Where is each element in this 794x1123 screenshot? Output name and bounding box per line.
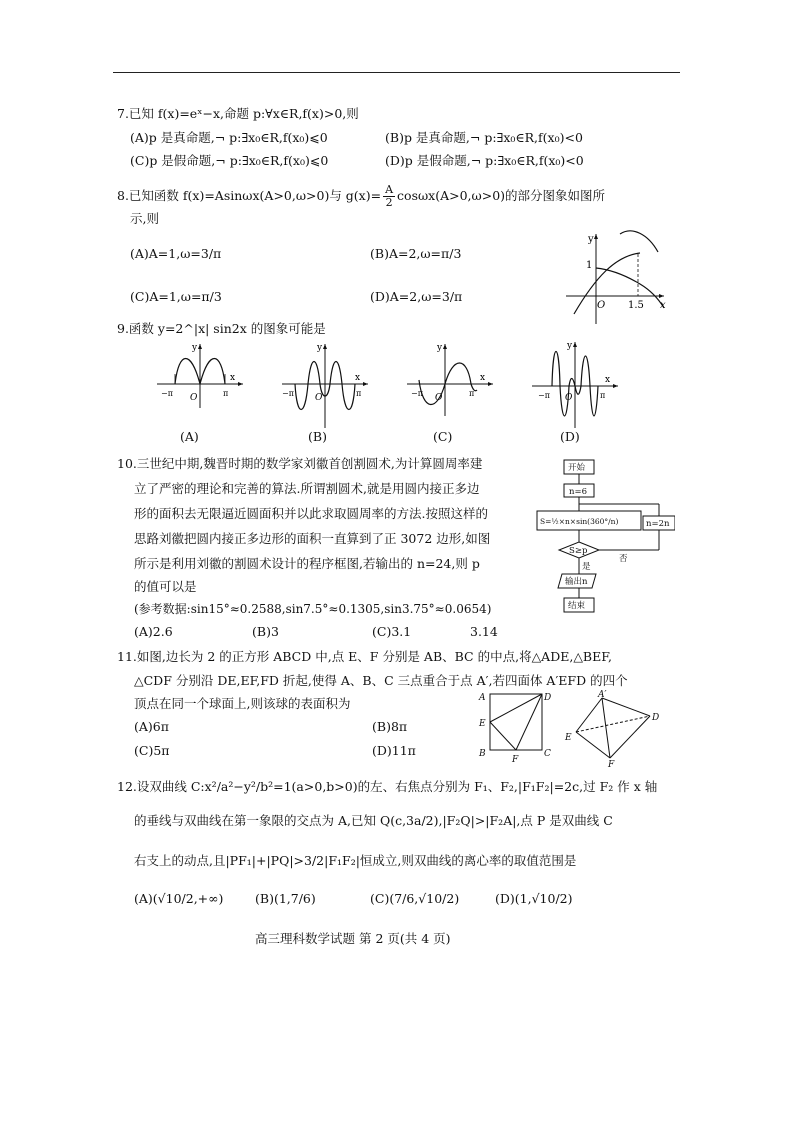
q9-d-negpi: −π	[538, 391, 550, 400]
flow-end: 结束	[568, 601, 586, 611]
q9-label-d: (D)	[560, 429, 580, 444]
q10-line4: 思路刘徽把圆内接正多边形的面积一直算到了正 3072 边形,如图	[134, 531, 491, 546]
flow-update: n=2n	[646, 519, 670, 529]
q9-b-x: x	[355, 373, 361, 383]
page-footer: 高三理科数学试题 第 2 页(共 4 页)	[255, 931, 451, 946]
q8-option-b: (B)A=2,ω=π/3	[370, 246, 462, 261]
flow-start: 开始	[568, 463, 586, 473]
sq-label-c: C	[544, 749, 551, 759]
flow-no: 否	[619, 554, 628, 564]
header-rule	[113, 72, 680, 73]
q12-option-b: (B)(1,7/6)	[255, 891, 316, 906]
tet-label-e: E	[565, 733, 572, 743]
tet-label-a: A′	[598, 690, 607, 700]
q11-option-d: (D)11π	[372, 743, 416, 758]
q11-option-b: (B)8π	[372, 719, 408, 734]
q11-square-figure	[476, 690, 556, 764]
q7-option-b: (B)p 是真命题,¬ p:∃x₀∈R,f(x₀)<0	[385, 130, 583, 145]
flow-output: 输出n	[565, 577, 588, 587]
q10-option-c: (C)3.1	[372, 624, 412, 639]
q9-c-o: O	[435, 393, 443, 403]
q8-label-y: y	[588, 234, 594, 245]
q9-c-negpi: −π	[411, 389, 423, 398]
q11-option-a: (A)6π	[134, 719, 169, 734]
q12-option-c: (C)(7/6,√10/2)	[370, 891, 460, 906]
sq-label-b: B	[479, 749, 486, 759]
q9-label-b: (B)	[308, 429, 327, 444]
q9-graph-a	[155, 340, 245, 410]
q7-stem: 7.已知 f(x)=eˣ−x,命题 p:∀x∈R,f(x)>0,则	[117, 106, 359, 121]
q9-b-pi: π	[356, 389, 362, 398]
q9-a-y: y	[192, 343, 198, 353]
q10-flowchart	[535, 458, 675, 616]
q12-line1: 12.设双曲线 C:x²/a²−y²/b²=1(a>0,b>0)的左、右焦点分别为 F₁、F₂,|F₁F₂|=2c,过 F₂ 作 x 轴	[117, 779, 658, 794]
flow-formula: S=½×n×sin(360°/n)	[540, 517, 619, 526]
tet-label-f: F	[608, 760, 615, 768]
q10-option-b: (B)3	[252, 624, 279, 639]
q9-b-o: O	[315, 393, 323, 403]
q9-d-x: x	[605, 375, 611, 385]
q9-graph-c	[405, 340, 495, 420]
q9-a-pi: π	[223, 389, 229, 398]
q8-label-one: 1	[586, 260, 593, 271]
flow-init: n=6	[569, 487, 588, 497]
q11-option-c: (C)5π	[134, 743, 170, 758]
q8-curve-top	[620, 231, 658, 252]
q10-line3: 形的面积去无限逼近圆面积并以此求取圆周率的方法.按照这样的	[134, 506, 488, 521]
q12-option-a: (A)(√10/2,+∞)	[134, 891, 224, 906]
q9-graph-b	[280, 340, 370, 430]
q8-label-tick: 1.5	[628, 300, 644, 311]
q9-stem: 9.函数 y=2^|x| sin2x 的图象可能是	[117, 321, 326, 336]
q8-fraction	[383, 184, 395, 209]
q8-stem-line2: 示,则	[130, 211, 159, 226]
q8-stem-part2: cosωx(A>0,ω>0)的部分图象如图所	[397, 188, 606, 203]
q10-line5: 所示是利用刘徽的割圆术设计的程序框图,若输出的 n=24,则 p	[134, 556, 480, 571]
q10-option-a: (A)2.6	[134, 624, 173, 639]
q12-line3: 右支上的动点,且|PF₁|+|PQ|>3/2|F₁F₂|恒成立,则双曲线的离心率的取值范围是	[134, 853, 577, 868]
q9-label-a: (A)	[180, 429, 199, 444]
q10-option-d: 3.14	[470, 624, 498, 639]
q11-line1: 11.如图,边长为 2 的正方形 ABCD 中,点 E、F 分别是 AB、BC 的中点,将△ADE,△BEF,	[117, 649, 612, 664]
q7-option-a: (A)p 是真命题,¬ p:∃x₀∈R,f(x₀)⩽0	[130, 130, 328, 145]
q7-option-d: (D)p 是假命题,¬ p:∃x₀∈R,f(x₀)<0	[385, 153, 584, 168]
q9-b-y: y	[317, 343, 323, 353]
q8-graph	[560, 228, 670, 328]
q10-line6: 的值可以是	[134, 579, 197, 594]
q8-fraction-den: 2	[385, 196, 393, 209]
q9-label-c: (C)	[433, 429, 453, 444]
q9-c-x: x	[480, 373, 486, 383]
q9-a-negpi: −π	[161, 389, 173, 398]
q11-line3: 顶点在同一个球面上,则该球的表面积为	[134, 696, 351, 711]
flow-yes: 是	[582, 562, 591, 572]
q9-d-y: y	[567, 341, 573, 351]
q8-option-a: (A)A=1,ω=3/π	[130, 246, 222, 261]
q8-option-d: (D)A=2,ω=3/π	[370, 289, 463, 304]
q11-line2: △CDF 分别沿 DE,EF,FD 折起,使得 A、B、C 三点重合于点 A′,若四面体 A′EFD 的四个	[134, 673, 628, 688]
q8-stem-part1: 8.已知函数 f(x)=Asinωx(A>0,ω>0)与 g(x)=	[117, 188, 382, 203]
q10-line1: 10.三世纪中期,魏晋时期的数学家刘徽首创割圆术,为计算圆周率建	[117, 456, 483, 471]
sq-label-d: D	[544, 693, 552, 703]
sq-label-f: F	[512, 755, 519, 764]
q12-line2: 的垂线与双曲线在第一象限的交点为 A,已知 Q(c,3a/2),|F₂Q|>|F₂A|,点 P 是双曲线 C	[134, 813, 613, 828]
q8-fraction-num: A	[385, 183, 394, 196]
q7-option-c: (C)p 是假命题,¬ p:∃x₀∈R,f(x₀)⩽0	[130, 153, 329, 168]
q9-a-o: O	[190, 393, 198, 403]
sq-label-a: A	[479, 693, 486, 703]
q9-a-x: x	[230, 373, 236, 383]
q9-d-o: O	[565, 393, 573, 403]
q8-stem-line1	[117, 184, 605, 209]
flow-cond: S≥p	[569, 546, 588, 556]
q8-label-origin: O	[597, 300, 606, 311]
q9-c-y: y	[437, 343, 443, 353]
tet-label-d: D	[652, 713, 660, 723]
sq-label-e: E	[479, 719, 486, 729]
q9-b-negpi: −π	[282, 389, 294, 398]
q12-option-d: (D)(1,√10/2)	[495, 891, 573, 906]
q11-tetra-figure	[562, 688, 667, 768]
q10-line2: 立了严密的理论和完善的算法.所谓割圆术,就是用圆内接正多边	[134, 481, 480, 496]
q8-option-c: (C)A=1,ω=π/3	[130, 289, 222, 304]
q10-reference: (参考数据:sin15°≈0.2588,sin7.5°≈0.1305,sin3.75°≈0.0654)	[134, 602, 492, 616]
q9-graph-d	[530, 338, 620, 430]
q8-label-x: x	[660, 300, 666, 311]
q9-d-pi: π	[600, 391, 606, 400]
q9-c-pi: π	[469, 389, 475, 398]
